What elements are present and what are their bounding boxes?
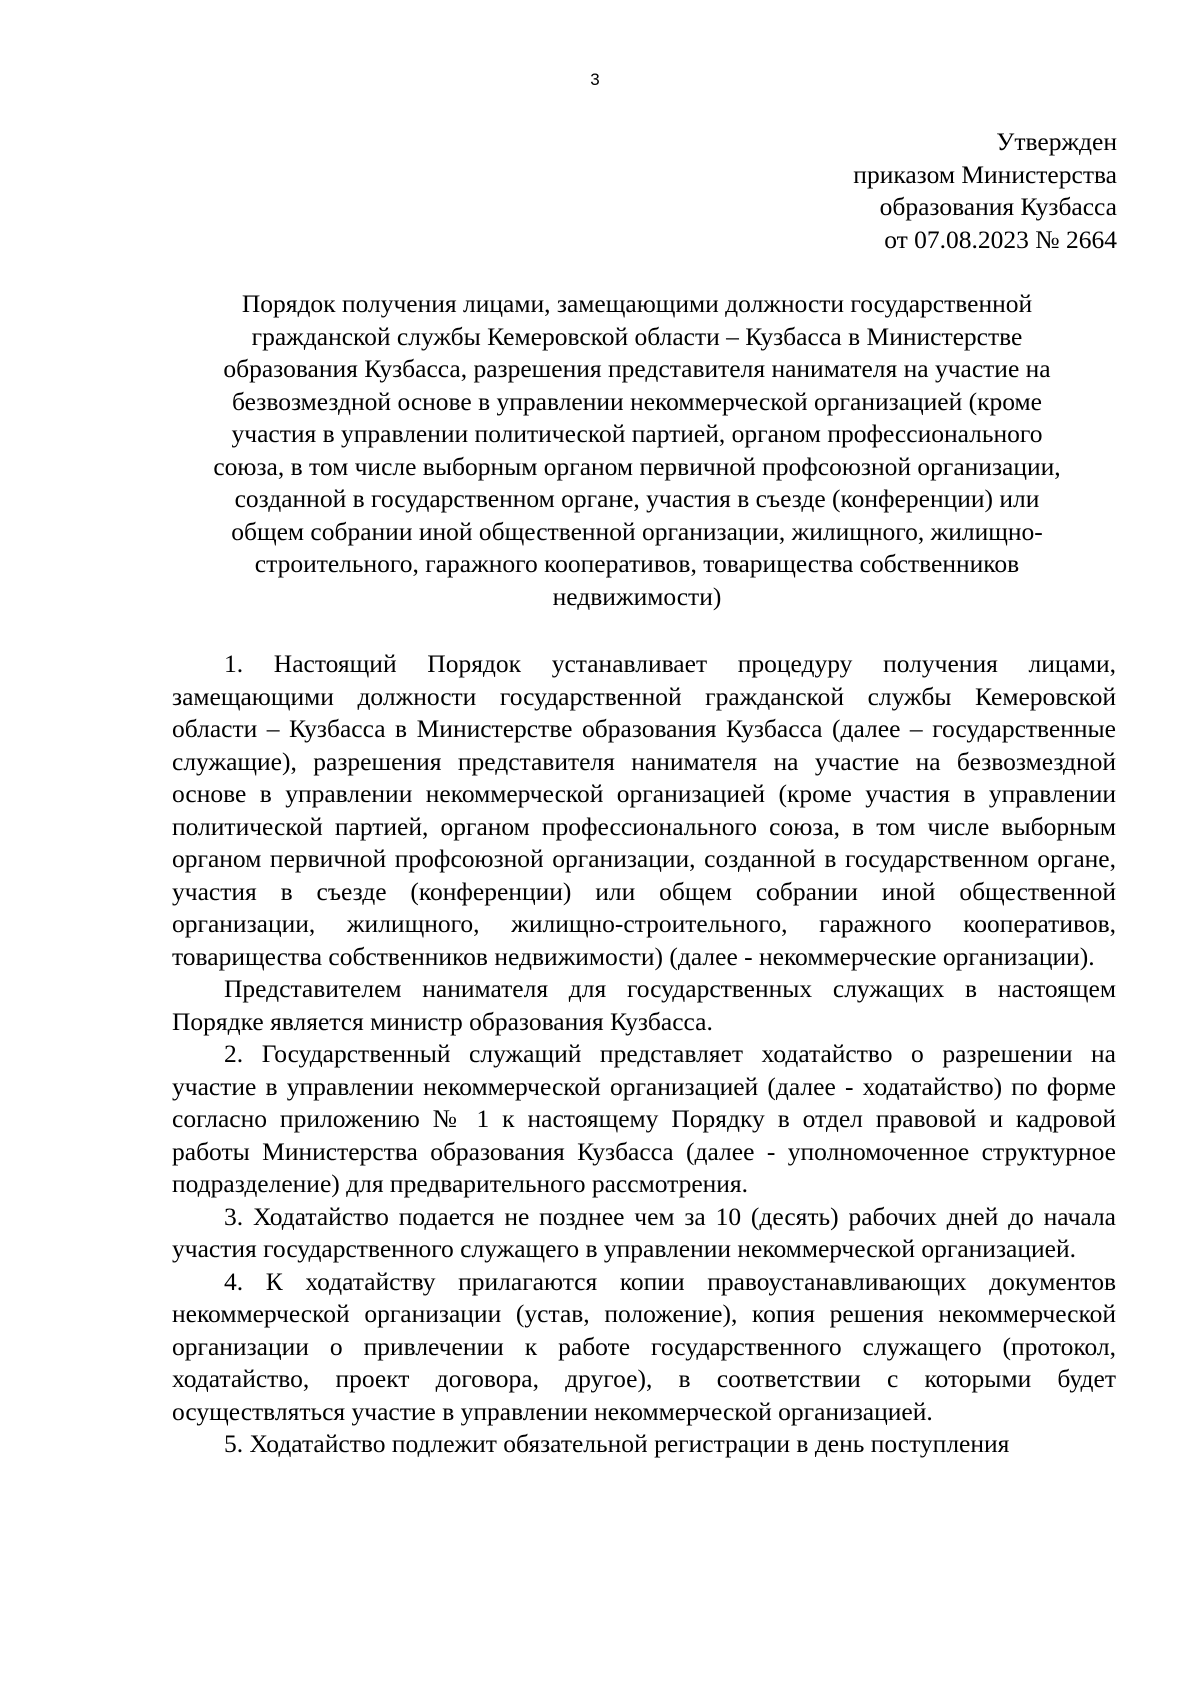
paragraph-1: 1. Настоящий Порядок устанавливает процедуру получения лицами, замещающими должности государственной гражданской службы Кемеровской области – Кузбасса в Министерстве образования Кузбасса (далее – государственные служащие), разрешения представителя нанимателя на участие на безвозмездной основе в управлении некоммерческой организацией (кроме участия в управлении политической партией, органом профессионального союза, в том числе выборным органом первичной профсоюзной организации, созданной в государственном органе, участия в съезде (конференции) или общем собрании иной общественной организации, жилищного, жилищно-строительного, гаражного кооперативов, товарищества собственников недвижимости) (далее - некоммерческие организации). [172,649,1116,971]
title-line: безвозмездной основе в управлении некоммерческой организацией (кроме [232,386,1042,416]
title-line: гражданской службы Кемеровской области – Кузбасса в Министерстве [251,321,1023,351]
document-title [158,288,1116,613]
document-body [172,648,1116,1461]
page-number: 3 [590,70,600,89]
approval-line: от 07.08.2023 № 2664 [884,224,1117,254]
approval-line: приказом Министерства [853,159,1117,189]
title-line: созданной в государственном органе, участия в съезде (конференции) или [234,484,1040,513]
title-line: союза, в том числе выборным органом первичной профсоюзной организации, [213,451,1061,481]
paragraph-2: 2. Государственный служащий представляет ходатайство о разрешении на участие в управлении некоммерческой организацией (далее - ходатайство) по форме согласно приложению № 1 к настоящему Порядку в отдел правовой и кадровой работы Министерства образования Кузбасса (далее - уполномоченное структурное подразделение) для предварительного рассмотрения. [172,1039,1116,1198]
approval-line: образования Кузбасса [879,192,1117,221]
paragraph-3: 3. Ходатайство подается не позднее чем за 10 (десять) рабочих дней до начала участия государственного служащего в управлении некоммерческой организацией. [172,1201,1116,1263]
title-line: образования Кузбасса, разрешения представителя нанимателя на участие на [223,354,1051,383]
paragraph-employer-representative: Представителем нанимателя для государственных служащих в настоящем Порядке является министр образования Кузбасса. [172,974,1116,1036]
approval-line: Утвержден [996,127,1117,156]
paragraph-4: 4. К ходатайству прилагаются копии правоустанавливающих документов некоммерческой организации (устав, положение), копия решения некоммерческой организации о привлечении к работе государственного служащего (протокол, ходатайство, проект договора, другое), в соответствии с которыми будет осуществляться участие в управлении некоммерческой организацией. [172,1266,1116,1426]
title-line: Порядок получения лицами, замещающими должности государственной [241,289,1033,318]
title-line: строительного, гаражного кооперативов, товарищества собственников [254,549,1020,578]
paragraph-5: 5. Ходатайство подлежит обязательной регистрации в день поступления [224,1429,1010,1458]
title-line: недвижимости) [552,581,722,611]
title-line: общем собрании иной общественной организации, жилищного, жилищно- [231,516,1043,546]
approval-stamp [853,126,1117,256]
title-line: участия в управлении политической партией, органом профессионального [231,419,1043,448]
